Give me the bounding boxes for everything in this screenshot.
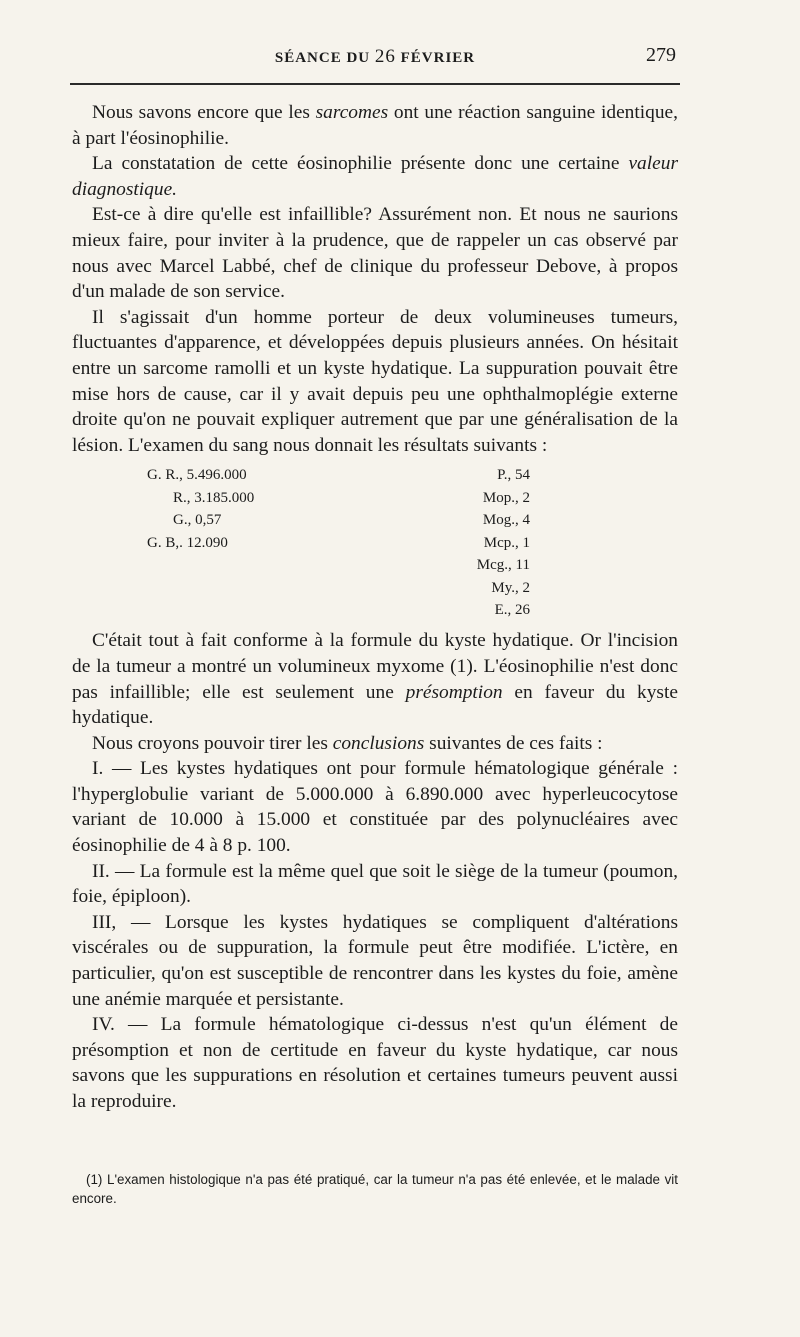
p6-text-b: suivantes de ces faits : [424, 732, 603, 754]
body-text [72, 100, 678, 1115]
blood-formula-value: Mcp., 1 [483, 534, 530, 551]
p1-text-b: ont une réaction sanguine identique, à part l'éosinophilie. [72, 102, 678, 149]
p6-text-a: Nous croyons pouvoir tirer les [92, 732, 333, 754]
conclusion-4: IV. — La formule hématologique ci-dessus n'est qu'un élément de présomption et non de certitude en faveur du kyste hydatique, car nous savons que les suppurations en résolution et certaines tumeurs peuvent aussi la reproduire. [72, 1014, 678, 1112]
blood-formula-value: Mcg., 11 [476, 557, 530, 574]
p6-emphasis: conclusions [332, 732, 425, 754]
paragraph-6 [72, 731, 678, 757]
blood-formula-value: My., 2 [491, 579, 530, 596]
paragraph-5 [72, 628, 678, 730]
p1-text-a: Nous savons encore que les [92, 102, 316, 123]
blood-value: R., 3.185.000 [173, 489, 255, 506]
blood-value: G. B,. 12.090 [147, 534, 228, 551]
p5-emphasis: présomption [405, 681, 503, 703]
header-rule [70, 83, 680, 85]
blood-table-right-column [458, 464, 530, 622]
running-header [70, 44, 680, 74]
blood-table-left-column [147, 464, 254, 554]
p5-text-a: C'était tout à fait conforme à la formule du kyste hydatique. Or l'incision de la tumeur a montré un volumineux myxome (1). L'éosinophilie n'est donc pas infaillible; elle est seulement une [72, 630, 678, 703]
paragraph-4: Il s'agissait d'un homme porteur de deux volumineuses tumeurs, fluctuantes d'apparence, et développées depuis plusieurs années. On hésitait entre un sarcome ramolli et un kyste hydatique. La suppuration pouvait être mise hors de cause, car il y avait depuis peu une ophthalmoplégie externe droite qu'on ne pouvait expliquer autrement que par une généralisation de la lésion. L'examen du sang nous donnait les résultats suivants : [72, 306, 678, 456]
blood-results-table [72, 464, 678, 624]
p2-emphasis: valeur diagnostique. [72, 153, 678, 200]
blood-formula-value: E., 26 [494, 602, 530, 619]
header-title-day: 26 [374, 46, 396, 67]
header-title-suffix: FÉVRIER [395, 50, 476, 66]
paragraph-3: Est-ce à dire qu'elle est infaillible? Assurément non. Et nous ne saurions mieux faire, pour inviter à la prudence, que de rappeler un cas observé par nous avec Marcel Labbé, chef de clinique du professeur Debove, à propos d'un malade de son service. [72, 204, 678, 303]
blood-formula-value: P., 54 [497, 467, 530, 484]
header-title [70, 46, 680, 68]
page-number: 279 [646, 44, 676, 66]
header-title-prefix: SÉANCE DU [274, 50, 375, 66]
paragraph-2 [72, 151, 678, 202]
p2-text-a: La constatation de cette éosinophilie présente donc une certaine [92, 153, 629, 175]
conclusion-3: III, — Lorsque les kystes hydatiques se compliquent d'altérations viscérales ou de suppuration, la formule peut être modifiée. L'ictère, en particulier, qu'on est susceptible de rencontrer dans les kystes du foie, amène une anémie marquée et persistante. [72, 911, 678, 1010]
p1-emphasis: sarcomes [315, 102, 389, 123]
footnote: (1) L'examen histologique n'a pas été pratiqué, car la tumeur n'a pas été enlevée, et le malade vit encore. [72, 1172, 678, 1206]
paragraph-1 [72, 100, 678, 151]
p5-text-b: en faveur du kyste hydatique. [72, 681, 678, 729]
blood-formula-value: Mog., 4 [482, 512, 530, 529]
blood-formula-value: Mop., 2 [482, 489, 530, 506]
blood-value: G., 0,57 [173, 512, 222, 529]
conclusion-1: I. — Les kystes hydatiques ont pour formule hématologique générale : l'hyperglobulie variant de 5.000.000 à 6.890.000 avec hyperleucocytose variant de 10.000 à 15.000 et constituée par des polynucléaires avec éosinophilie de 4 à 8 p. 100. [72, 758, 678, 857]
blood-value: G. R., 5.496.000 [147, 467, 247, 484]
conclusion-2: II. — La formule est la même quel que soit le siège de la tumeur (poumon, foie, épiploon). [72, 860, 678, 908]
